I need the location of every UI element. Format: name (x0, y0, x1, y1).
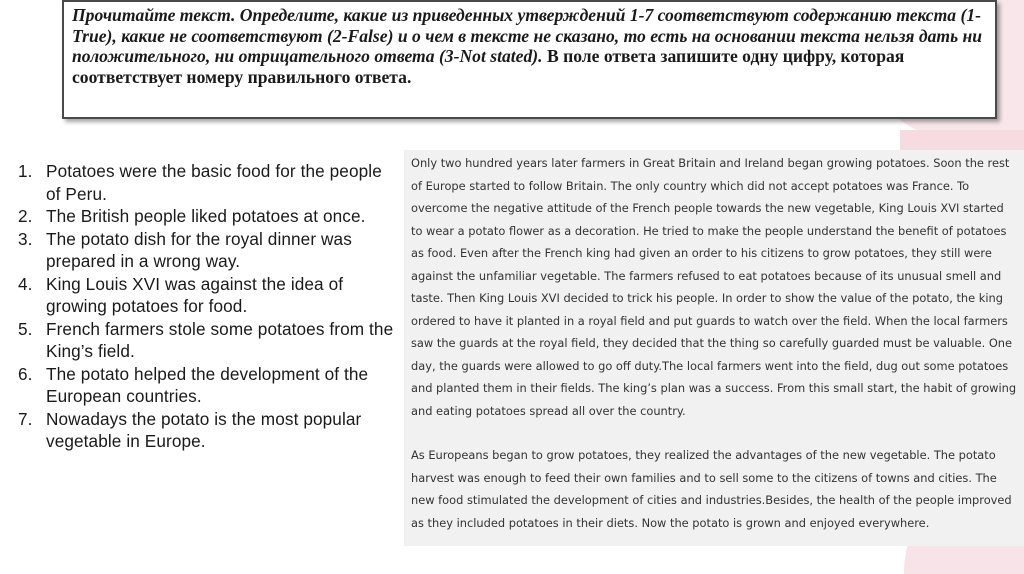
task-instructions (62, 0, 997, 119)
statement-text: The British people liked potatoes at once. (46, 206, 366, 226)
statement-item: 3. The potato dish for the royal dinner was prepared in a wrong way. (18, 228, 398, 273)
task-intro: Прочитайте текст. Определите, какие из приведенных утверждений 1-7 соответствуют содержанию текста (1-True), какие не соответствуют (2-False) и о чем в тексте не сказано, то есть на основании текста нельзя дать ни положительного, ни отрицательного ответа (3-Not stated). (72, 5, 983, 66)
statement-item: 7. Nowadays the potato is the most popular vegetable in Europe. (18, 408, 398, 453)
statement-item: 4. King Louis XVI was against the idea of growing potatoes for food. (18, 273, 398, 318)
statement-item: 1. Potatoes were the basic food for the people of Peru. (18, 160, 398, 205)
statement-text: Potatoes were the basic food for the people of Peru. (46, 161, 382, 204)
task-instruction: В поле ответа запишите одну цифру, которая соответствует номеру правильного ответа. (72, 46, 905, 87)
passage-paragraph-1: Only two hundred years later farmers in Great Britain and Ireland began growing potatoes. Soon the rest of Europe started to follow Britain. The only country which did not accept potatoes was France. To overcome the negative attitude of the French people towards the new vegetable, King Louis XVI started to wear a potato flower as a decoration. He tried to make the people understand the benefit of potatoes as food. Even after the French king had given an order to his citizens to grow potatoes, they still were against the unfamiliar vegetable. The farmers refused to eat potatoes because of its unusual smell and taste. Then King Louis XVI decided to trick his people. In order to show the value of the potato, the king ordered to have it planted in a royal field and put guards to watch over the field. When the local farmers saw the guards at the royal field, they decided that the thing so carefully guarded must be valuable. One day, the guards were allowed to go off duty.The local farmers went into the field, dug out some potatoes and planted them in their fields. The king’s plan was a success. From this small start, the habit of growing and eating potatoes spread all over the country. (411, 156, 1017, 418)
reading-passage (404, 150, 1024, 546)
statement-item: 2. The British people liked potatoes at once. (18, 206, 366, 226)
statement-text: King Louis XVI was against the idea of growing potatoes for food. (46, 273, 344, 316)
statement-text: The potato dish for the royal dinner was prepared in a wrong way. (46, 228, 352, 271)
statement-text: Nowadays the potato is the most popular vegetable in Europe. (46, 408, 362, 451)
statement-item: 6. The potato helped the development of the European countries. (18, 363, 398, 408)
statement-text: French farmers stole some potatoes from the King’s field. (46, 318, 394, 361)
statement-text: The potato helped the development of the European countries. (46, 363, 369, 406)
statement-item: 5. French farmers stole some potatoes from the King’s field. (18, 318, 398, 363)
passage-paragraph-2: As Europeans began to grow potatoes, they realized the advantages of the new vegetable. The potato harvest was enough to feed their own families and to sell some to the citizens of towns and cities. The new food stimulated the development of cities and industries.Besides, the health of the people improved as they included potatoes in their diets. Now the potato is grown and enjoyed everywhere. (411, 448, 1012, 530)
statements-list (18, 160, 398, 453)
